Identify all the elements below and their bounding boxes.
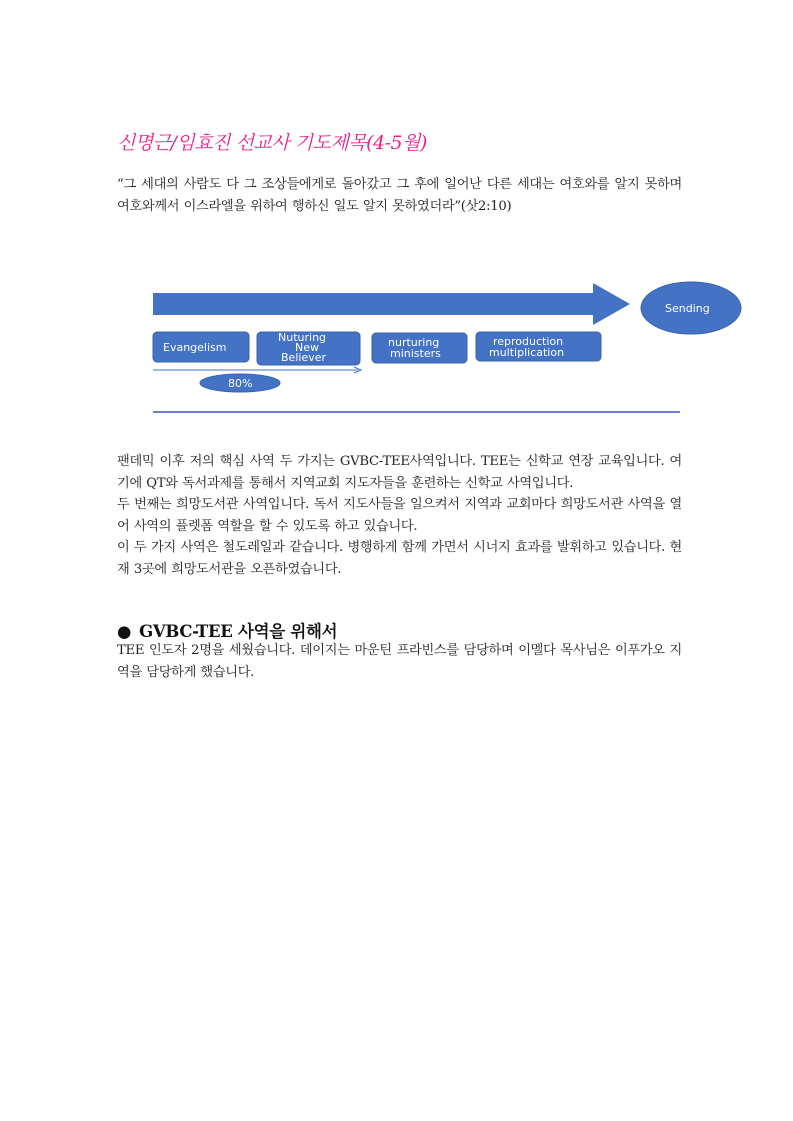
sending-label: Sending: [665, 302, 710, 315]
nurturing-ministers-label-1: nurturing: [388, 336, 440, 349]
nurturing-new-label-2: New: [295, 341, 319, 354]
section-body: TEE 인도자 2명을 세웠습니다. 데이지는 마운틴 프라빈스를 담당하며 이멜다 목사님은 이푸가오 지역을 담당하게 했습니다.: [117, 643, 682, 680]
progress-arrow: [153, 283, 630, 325]
nurturing-new-label-1: Nuturing: [278, 331, 327, 344]
ministry-description: [117, 451, 682, 580]
ministry-diagram: [0, 270, 793, 430]
reproduction-label-1: reproduction: [493, 335, 564, 348]
paragraph-tee: 팬데믹 이후 저의 핵심 사역 두 가지는 GVBC-TEE사역입니다. TEE는 신학교 연장 교육입니다. 여기에 QT와 독서과제를 통해서 지역교회 지도자들을 훈련하는 신학교 사역입니다.: [117, 454, 682, 491]
paragraph-synergy: 이 두 가지 사역은 철도레일과 같습니다. 병행하게 함께 가면서 시너지 효과를 발휘하고 있습니다. 현재 3곳에 희망도서관을 오픈하였습니다.: [117, 540, 682, 577]
bible-quote: “그 세대의 사람도 다 그 조상들에게로 돌아갔고 그 후에 일어난 다른 세대는 여호와를 알지 못하며 여호와께서 이스라엘을 위하여 행하신 일도 알지 못하였더라”(삿2:10): [117, 177, 682, 214]
page-title: 신명근/임효진 선교사 기도제목(4-5월): [117, 132, 427, 154]
percent-label: 80%: [228, 377, 253, 390]
section-heading: [117, 618, 337, 642]
nurturing-ministers-label-2: ministers: [390, 347, 441, 360]
paragraph-library: 두 번째는 희망도서관 사역입니다. 독서 지도사들을 일으켜서 지역과 교회마다 희망도서관 사역을 열어 사역의 플렛폼 역할을 할 수 있도록 하고 있습니다.: [117, 497, 682, 534]
bullet-icon: ●: [117, 622, 132, 641]
nurturing-new-label-3: Believer: [281, 351, 326, 364]
evangelism-label: Evangelism: [163, 341, 227, 354]
section-heading-text: GVBC-TEE 사역을 위해서: [139, 622, 338, 641]
reproduction-label-2: multiplication: [489, 346, 565, 359]
